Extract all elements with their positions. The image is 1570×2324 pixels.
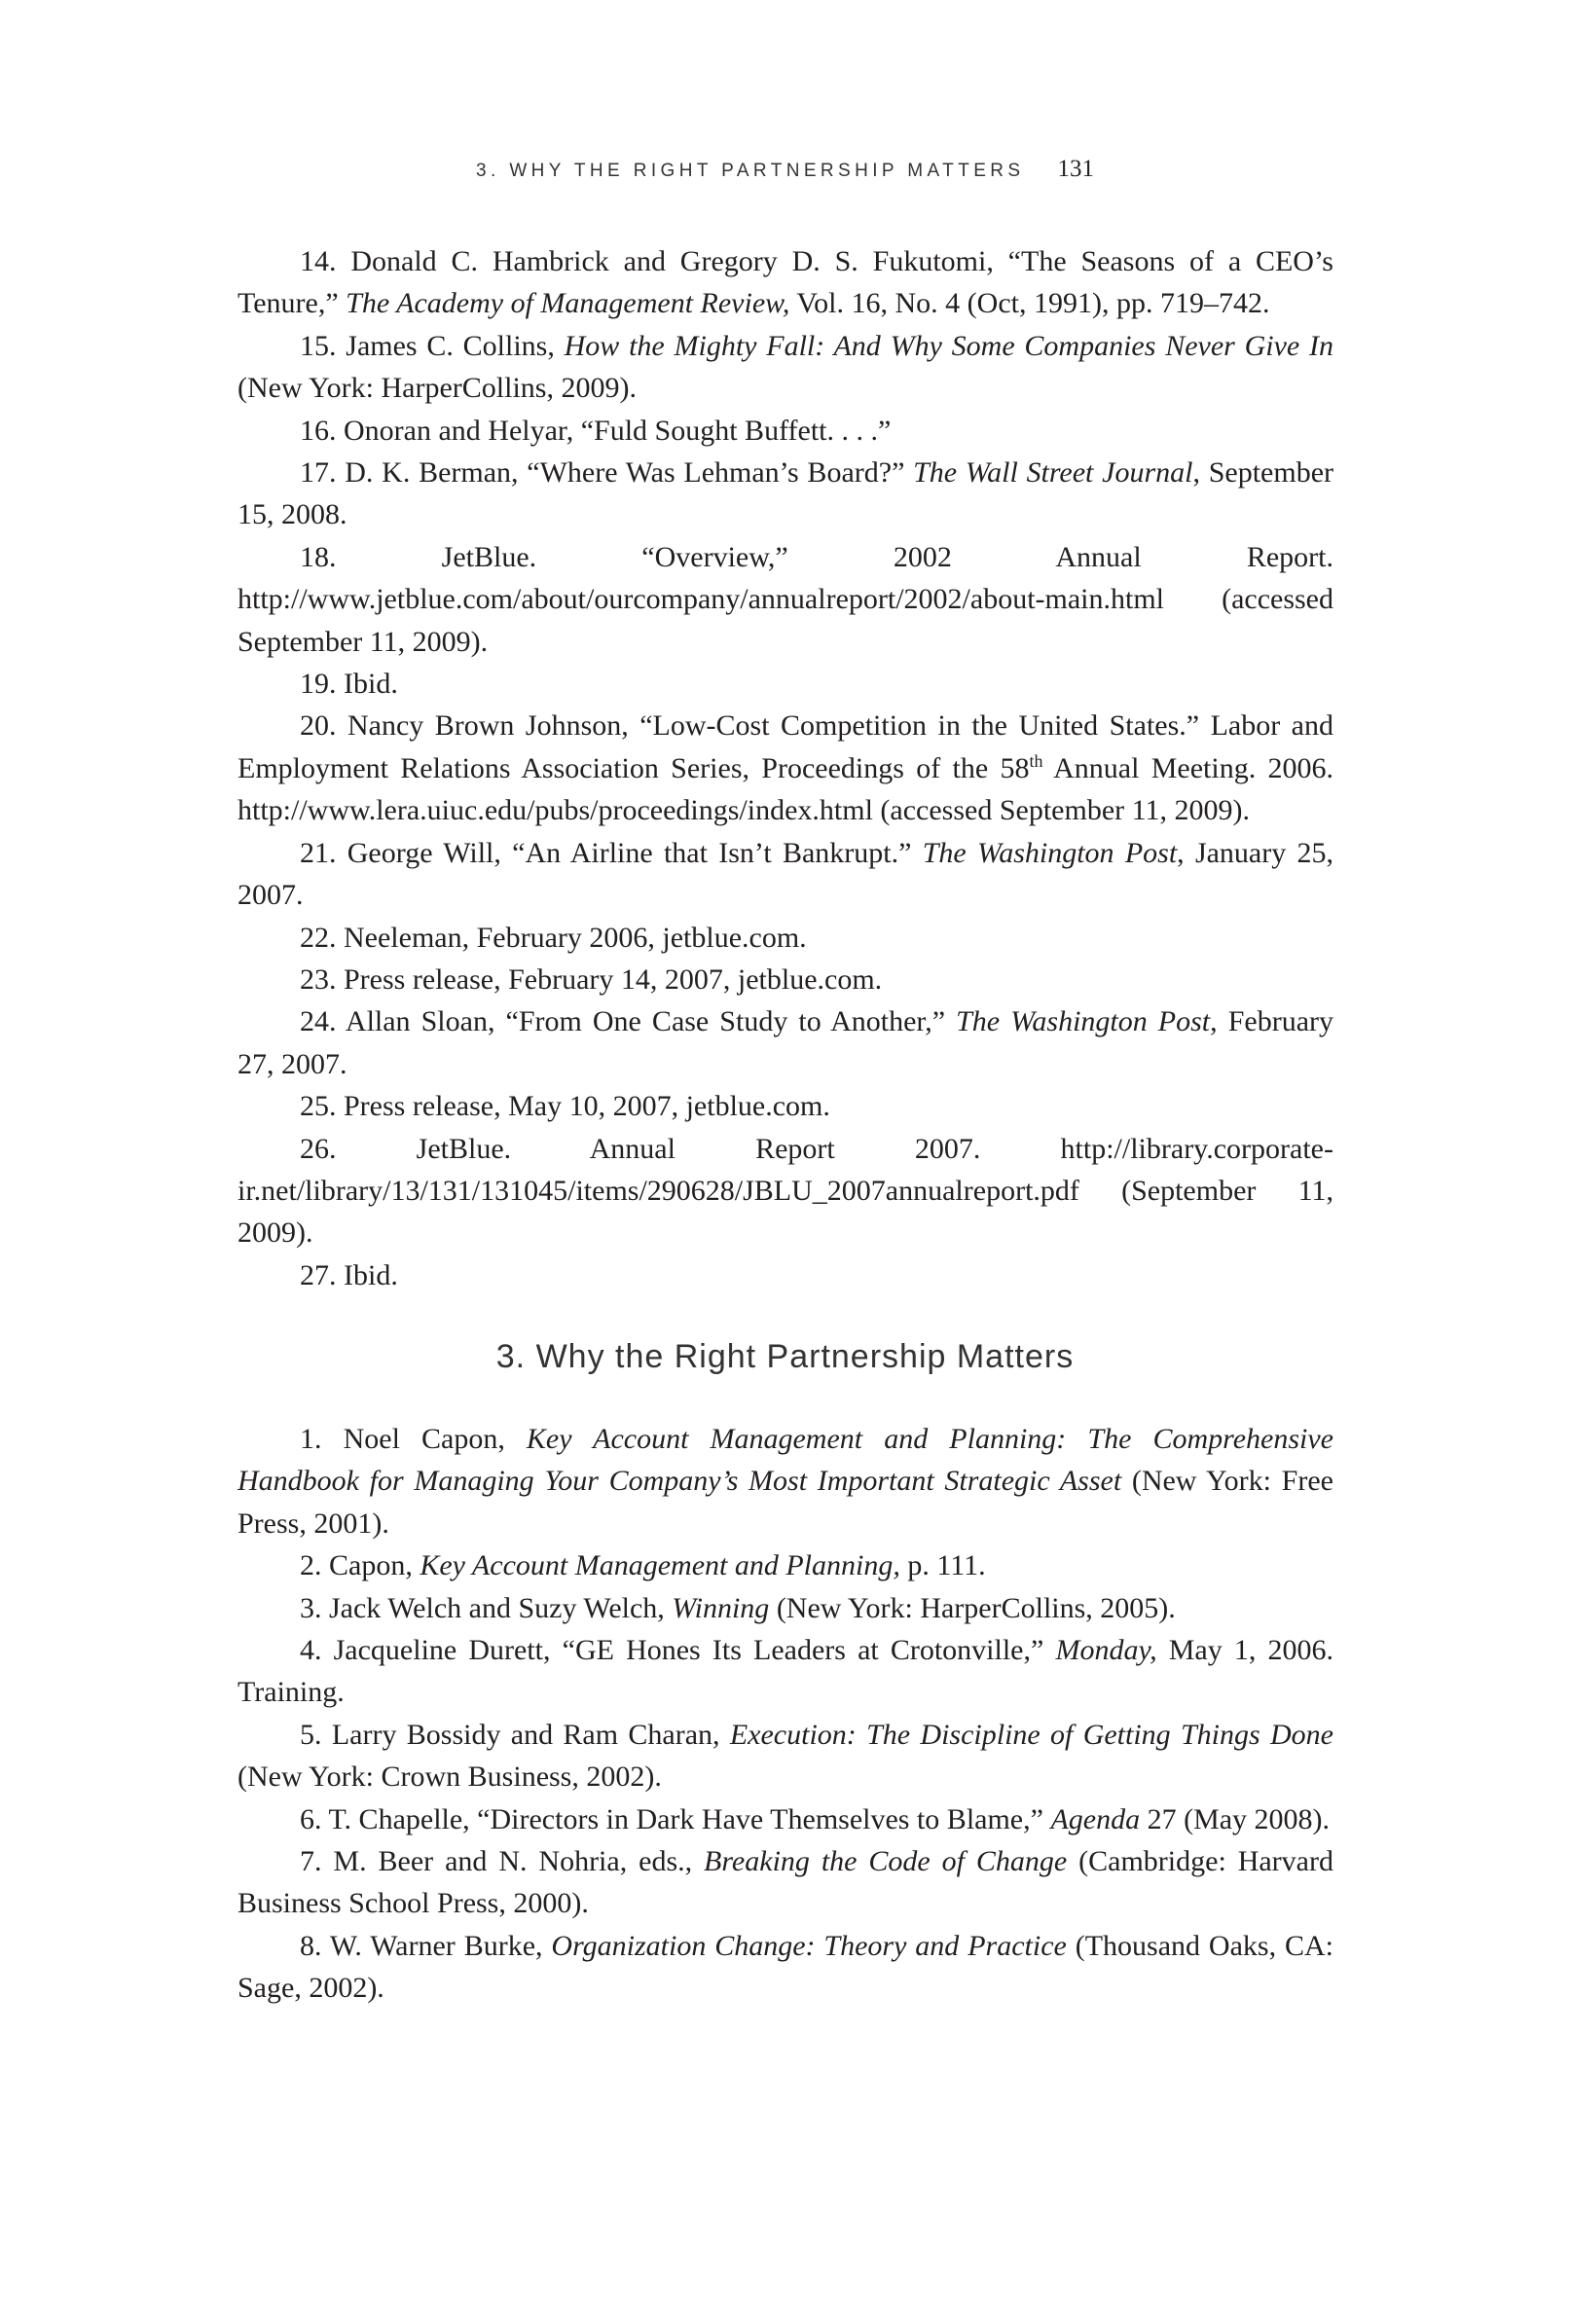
note-text: (Thousand Oaks, CA: Sage, 2002). xyxy=(237,1929,1333,2005)
note-text: 27 (May 2008). xyxy=(1140,1802,1331,1835)
note-1 xyxy=(237,1418,1333,1544)
section-heading: 3. Why the Right Partnership Matters xyxy=(495,1338,1075,1375)
note-3 xyxy=(237,1587,1333,1629)
note-text: (New York: HarperCollins, 2009). xyxy=(237,372,637,405)
note-17 xyxy=(237,452,1333,536)
note-text: 3. Jack Welch and Suzy Welch, xyxy=(300,1591,673,1624)
note-text: Annual Meeting. 2006. http://www.lera.uiuc.edu/pubs/proceedings/index.html (accessed September 11, 2009). xyxy=(237,751,1333,827)
chapter-3-notes xyxy=(237,1418,1333,2010)
note-7 xyxy=(237,1840,1333,1925)
note-19: 19. Ibid. xyxy=(300,668,398,701)
note-title-italic: The Wall Street Journal xyxy=(913,456,1193,490)
note-text: 4. Jacqueline Durett, “GE Hones Its Leaders at Crotonville,” xyxy=(300,1634,1056,1667)
note-15 xyxy=(237,325,1333,410)
note-20 xyxy=(237,705,1333,831)
note-21 xyxy=(237,832,1333,917)
note-text: 7. M. Beer and N. Nohria, eds., xyxy=(300,1845,705,1878)
note-text: , September 15, 2008. xyxy=(237,456,1334,531)
page-number: 131 xyxy=(1057,156,1094,182)
note-text: , February 27, 2007. xyxy=(237,1005,1334,1080)
note-title-italic: Key Account Management and Planning, xyxy=(420,1549,900,1582)
superscript: th xyxy=(1029,750,1043,771)
note-26: 26. JetBlue. Annual Report 2007. http://library.corporate-ir.net/library/13/131/131045/items/290628/JBLU_2007annualreport.pdf (September 11, 2009). xyxy=(237,1132,1333,1250)
note-4 xyxy=(237,1629,1333,1714)
note-8 xyxy=(237,1925,1333,2010)
note-title-italic: Winning xyxy=(672,1591,770,1624)
note-text: (New York: Free Press, 2001). xyxy=(237,1465,1333,1540)
note-text: 24. Allan Sloan, “From One Case Study to Another,” xyxy=(300,1005,957,1038)
note-27: 27. Ibid. xyxy=(300,1258,398,1291)
note-text: May 1, 2006. Training. xyxy=(237,1634,1333,1709)
note-text: 15. James C. Collins, xyxy=(300,329,565,362)
note-title-italic: How the Mighty Fall: And Why Some Companies Never Give In xyxy=(564,329,1334,362)
running-head-title: 3. WHY THE RIGHT PARTNERSHIP MATTERS xyxy=(476,161,1025,181)
running-head xyxy=(0,156,1570,183)
note-18: 18. JetBlue. “Overview,” 2002 Annual Report. http://www.jetblue.com/about/ourcompany/annualreport/2002/about-main.html (accessed September 11, 2009). xyxy=(237,540,1333,658)
note-title-italic: The Academy of Management Review, xyxy=(346,287,790,320)
note-5 xyxy=(237,1714,1333,1798)
note-text: 6. T. Chapelle, “Directors in Dark Have Themselves to Blame,” xyxy=(300,1802,1051,1835)
note-24 xyxy=(237,1000,1333,1085)
note-text: Vol. 16, No. 4 (Oct, 1991), pp. 719–742. xyxy=(789,287,1270,320)
note-title-italic: The Washington Post xyxy=(956,1005,1211,1038)
note-text: 21. George Will, “An Airline that Isn’t Bankrupt.” xyxy=(300,836,923,869)
note-25: 25. Press release, May 10, 2007, jetblue.com. xyxy=(300,1090,830,1123)
note-title-italic: The Washington Post xyxy=(922,836,1178,869)
note-16: 16. Onoran and Helyar, “Fuld Sought Buffett. . . .” xyxy=(300,414,892,447)
note-title-italic: Key Account Management and Planning: The Comprehensive Handbook for Managing Your Company’s Most Important Strategic Asset xyxy=(237,1423,1333,1498)
note-text: , January 25, 2007. xyxy=(237,836,1334,912)
note-text: 8. W. Warner Burke, xyxy=(300,1929,552,1962)
note-text: 2. Capon, xyxy=(300,1549,420,1582)
note-title-italic: Monday, xyxy=(1055,1634,1157,1667)
note-text: p. 111. xyxy=(899,1549,986,1582)
note-22: 22. Neeleman, February 2006, jetblue.com. xyxy=(300,921,807,954)
note-text: (New York: HarperCollins, 2005). xyxy=(769,1591,1176,1624)
note-title-italic: Agenda xyxy=(1050,1802,1141,1835)
note-title-italic: Organization Change: Theory and Practice xyxy=(551,1929,1067,1962)
chapter-2-notes xyxy=(237,240,1333,1296)
note-text: 14. Donald C. Hambrick and Gregory D. S. Fukutomi, “The Seasons of a CEO’s Tenure,” xyxy=(237,245,1333,320)
note-title-italic: Breaking the Code of Change xyxy=(704,1845,1068,1878)
note-text: (New York: Crown Business, 2002). xyxy=(237,1761,662,1794)
note-text: (Cambridge: Harvard Business School Press, 2000). xyxy=(237,1845,1333,1920)
note-14 xyxy=(237,240,1333,325)
note-text: 17. D. K. Berman, “Where Was Lehman’s Board?” xyxy=(300,456,914,490)
note-text: 1. Noel Capon, xyxy=(300,1423,527,1455)
note-title-italic: Execution: The Discipline of Getting Things Done xyxy=(729,1718,1333,1751)
note-2 xyxy=(237,1544,1333,1586)
note-23: 23. Press release, February 14, 2007, jetblue.com. xyxy=(300,962,883,996)
note-text: 5. Larry Bossidy and Ram Charan, xyxy=(300,1718,730,1751)
note-6 xyxy=(237,1798,1333,1840)
note-text: 20. Nancy Brown Johnson, “Low-Cost Competition in the United States.” Labor and Employment Relations Association Series, Proceedings of the 58 xyxy=(237,709,1333,784)
